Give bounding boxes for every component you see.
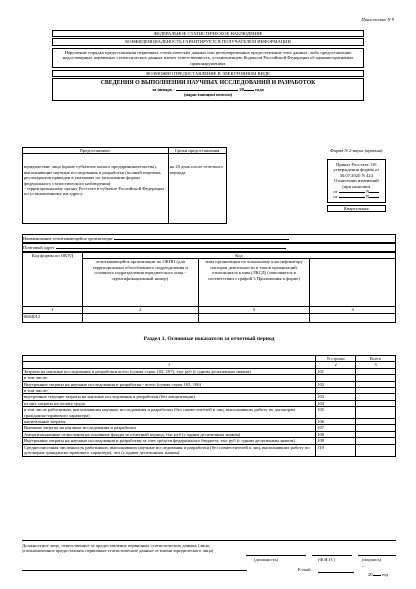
date-quote: " — [362, 565, 364, 570]
line-number-header: N строки — [316, 356, 356, 362]
form-title: СВЕДЕНИЯ О ВЫПОЛНЕНИИ НАУЧНЫХ ИССЛЕДОВАНИЙ И РАЗРАБОТОК — [100, 80, 316, 87]
violation-notice: Нарушение порядка предоставления первичных статистических данных или несвоевременное предоставление этих данных, либо предоставление недостоверных первичных статистических данных влечет ответственность, установленную Кодексом Российской Федерации об административных правонарушениях — [52, 48, 364, 68]
indicator-line-number: 102 — [316, 381, 356, 387]
indicator-label: капитальные затраты — [23, 419, 316, 425]
date-year-line — [368, 572, 388, 577]
electronic-notice: ВОЗМОЖНО ПРЕДОСТАВЛЕНИЕ В ЭЛЕКТРОННОМ ВИДЕ — [52, 70, 364, 77]
fio-caption: (Ф.И.О.) — [318, 557, 335, 562]
head-num-3: 3 — [356, 362, 396, 368]
indicator-rows — [23, 368, 396, 456]
okpo-value[interactable] — [82, 313, 198, 322]
indicator-label: Внутренние затраты на научные исследования и разработки - всего (сумма строк 103, 106) — [23, 381, 316, 387]
sector-header: типа организации по локальному классификатору секторов деятельности и типов организаций, относящихся к ним (ЛКСД) (заполняется в соответствии с графой 3 Приложения к форме) — [198, 259, 310, 307]
okpo-header: отчитывающейся организации по ОКПО (для территориально обособленного подразделения и головного подразделения юридического лица - идентификационный номер) — [82, 259, 198, 307]
indicator-label: Затраты на научные исследования и разработки всего (сумма строк 102, 107), тыс руб (с одним десятичным знаком) — [23, 368, 316, 374]
indicator-line-number: 110 — [316, 444, 356, 456]
provider-text-2: - территориальному органу Росстата в субъекте Российской Федерации по установленному им адресу — [24, 186, 164, 197]
indicator-label: в том числе: — [23, 388, 316, 394]
date-year: 20 — [368, 572, 373, 577]
appendix-label: Приложение N 9 — [361, 17, 394, 22]
order-box — [327, 159, 386, 203]
form-name: Форма N 2-наука (краткая) — [330, 147, 383, 153]
period-year-blank[interactable] — [244, 90, 254, 91]
code-num-4: 4 — [310, 307, 396, 313]
changes-text: О внесении изменений (при наличии) — [333, 178, 379, 189]
col-provider: Предоставляют: — [23, 148, 169, 154]
sign-line[interactable] — [358, 555, 396, 556]
indicator-line-number: 101 — [316, 368, 356, 374]
section-title: Раздел 1. Основные показатели за отчетный период — [143, 336, 275, 342]
org-name-label: Наименование отчитывающейся организации — [23, 236, 113, 241]
table-row — [23, 444, 396, 456]
code-num-3: 3 — [198, 307, 310, 313]
code-label: Код — [82, 253, 395, 259]
period-month-blank[interactable] — [176, 90, 238, 91]
indicator-total-value[interactable] — [356, 444, 396, 456]
okud-code: 0604012 — [23, 313, 83, 322]
position-caption: (должность) — [254, 557, 279, 562]
confidential-notice: КОНФИДЕНЦИАЛЬНОСТЬ ГАРАНТИРУЕТСЯ ПОЛУЧАТЕЛЕМ ИНФОРМАЦИИ — [52, 38, 364, 45]
period-year: 20 — [239, 86, 244, 92]
indicator-line-number: 106 — [316, 419, 356, 425]
period-prefix: за январь - — [152, 86, 176, 92]
phone-line[interactable] — [22, 565, 247, 571]
org-name-field[interactable] — [114, 235, 289, 240]
period-suffix: года — [255, 86, 264, 92]
position-line[interactable] — [246, 555, 306, 556]
quarterly-label: Квартальная — [327, 205, 386, 212]
indicator-label: в том числе работникам, выполнявшим научные исследования и разработки (без совместителей и лиц, выполнявших работу по договорам гражданско-правового характера) — [23, 407, 316, 419]
address-row — [22, 243, 396, 252]
period-note: (нарастающим итогом) — [183, 92, 233, 98]
provider-text: юридические лица (кроме субъектов малого предпринимательства), выполняющие научные исследования и разработки (полный перечень респондентов приведен в указаниях по заполнению формы федерального статистического наблюдения): — [24, 164, 161, 186]
indicator-total-value[interactable] — [356, 407, 396, 419]
order-text: Приказ Росстата: Об утверждении формы от 30.07.2020 N 424 — [333, 161, 380, 178]
title-box — [52, 78, 364, 100]
codes-table — [22, 252, 396, 323]
indicator-label: в том числе: — [23, 375, 316, 381]
org-name-row — [22, 234, 396, 243]
federal-notice: ФЕДЕРАЛЬНОЕ СТАТИСТИЧЕСКОЕ НАБЛЮДЕНИЕ — [52, 30, 364, 37]
code-num-1: 1 — [23, 307, 83, 313]
indicator-line-number: 103 — [316, 394, 356, 400]
indicator-line-number: 107 — [316, 425, 356, 431]
indicator-line-number: 105 — [316, 407, 356, 419]
signature-block — [22, 540, 396, 580]
header-block — [52, 30, 364, 101]
sign-caption: (подпись) — [362, 557, 382, 562]
date-year-suffix: год — [381, 572, 389, 577]
indicator-line-number: 108 — [316, 431, 356, 437]
indicator-line-number: 104 — [316, 400, 356, 406]
head-num-1: 1 — [23, 362, 316, 368]
address-field[interactable] — [56, 244, 286, 249]
code-col-4-header — [310, 259, 396, 307]
email-label: E-mail: — [298, 567, 312, 572]
indicator-line-number: 109 — [316, 438, 356, 444]
indicator-label: Амортизационные отчисления на основные фонды за отчетный период, тыс руб (с одним десятичным знаком) — [23, 431, 316, 437]
indicator-label: внутренние текущие затраты на научные исследования и разработки (без амортизации) — [23, 394, 316, 400]
col-deadline: Сроки предоставления — [168, 148, 226, 154]
indicator-label: Внешние затраты на научные исследования и разработки — [23, 425, 316, 431]
fio-line[interactable] — [312, 555, 352, 556]
address-label: Почтовый адрес — [23, 245, 55, 250]
indicator-label: из них затраты на оплату труда — [23, 400, 316, 406]
changes-line-2: от N — [330, 194, 383, 199]
deadline-text: на 20 день после отчетного периода — [168, 154, 226, 224]
indicator-label: Среднесписочная численность работников, выполнявших научные исследования и разработки (без совместителей и лиц, выполнявших работу по договорам гражданско-правового характера), чел (с одним десятичным знаком) — [23, 444, 316, 456]
indicator-label: Внутренние затраты на научные исследования и разработки за счет средств федерального бюджета, тыс руб (с одним десятичным знаком) — [23, 438, 316, 444]
okud-label: Код формы по ОКУД — [23, 253, 83, 307]
email-field[interactable] — [318, 572, 354, 573]
head-num-2: 2 — [316, 362, 356, 368]
sector-value[interactable] — [198, 313, 310, 322]
submission-table — [22, 147, 396, 224]
code-num-2: 2 — [82, 307, 198, 313]
total-header: Всего — [356, 356, 396, 362]
table-row — [23, 407, 396, 419]
responsible-text: Должностное лицо, ответственное за предоставление первичных статистических данных (лицо, уполномоченное предоставлять первичные статистические данные от имени юридического лица) — [22, 543, 214, 554]
code-col-4-value[interactable] — [310, 313, 396, 322]
changes-line-1: от N — [330, 189, 383, 194]
indicators-table — [22, 355, 396, 457]
